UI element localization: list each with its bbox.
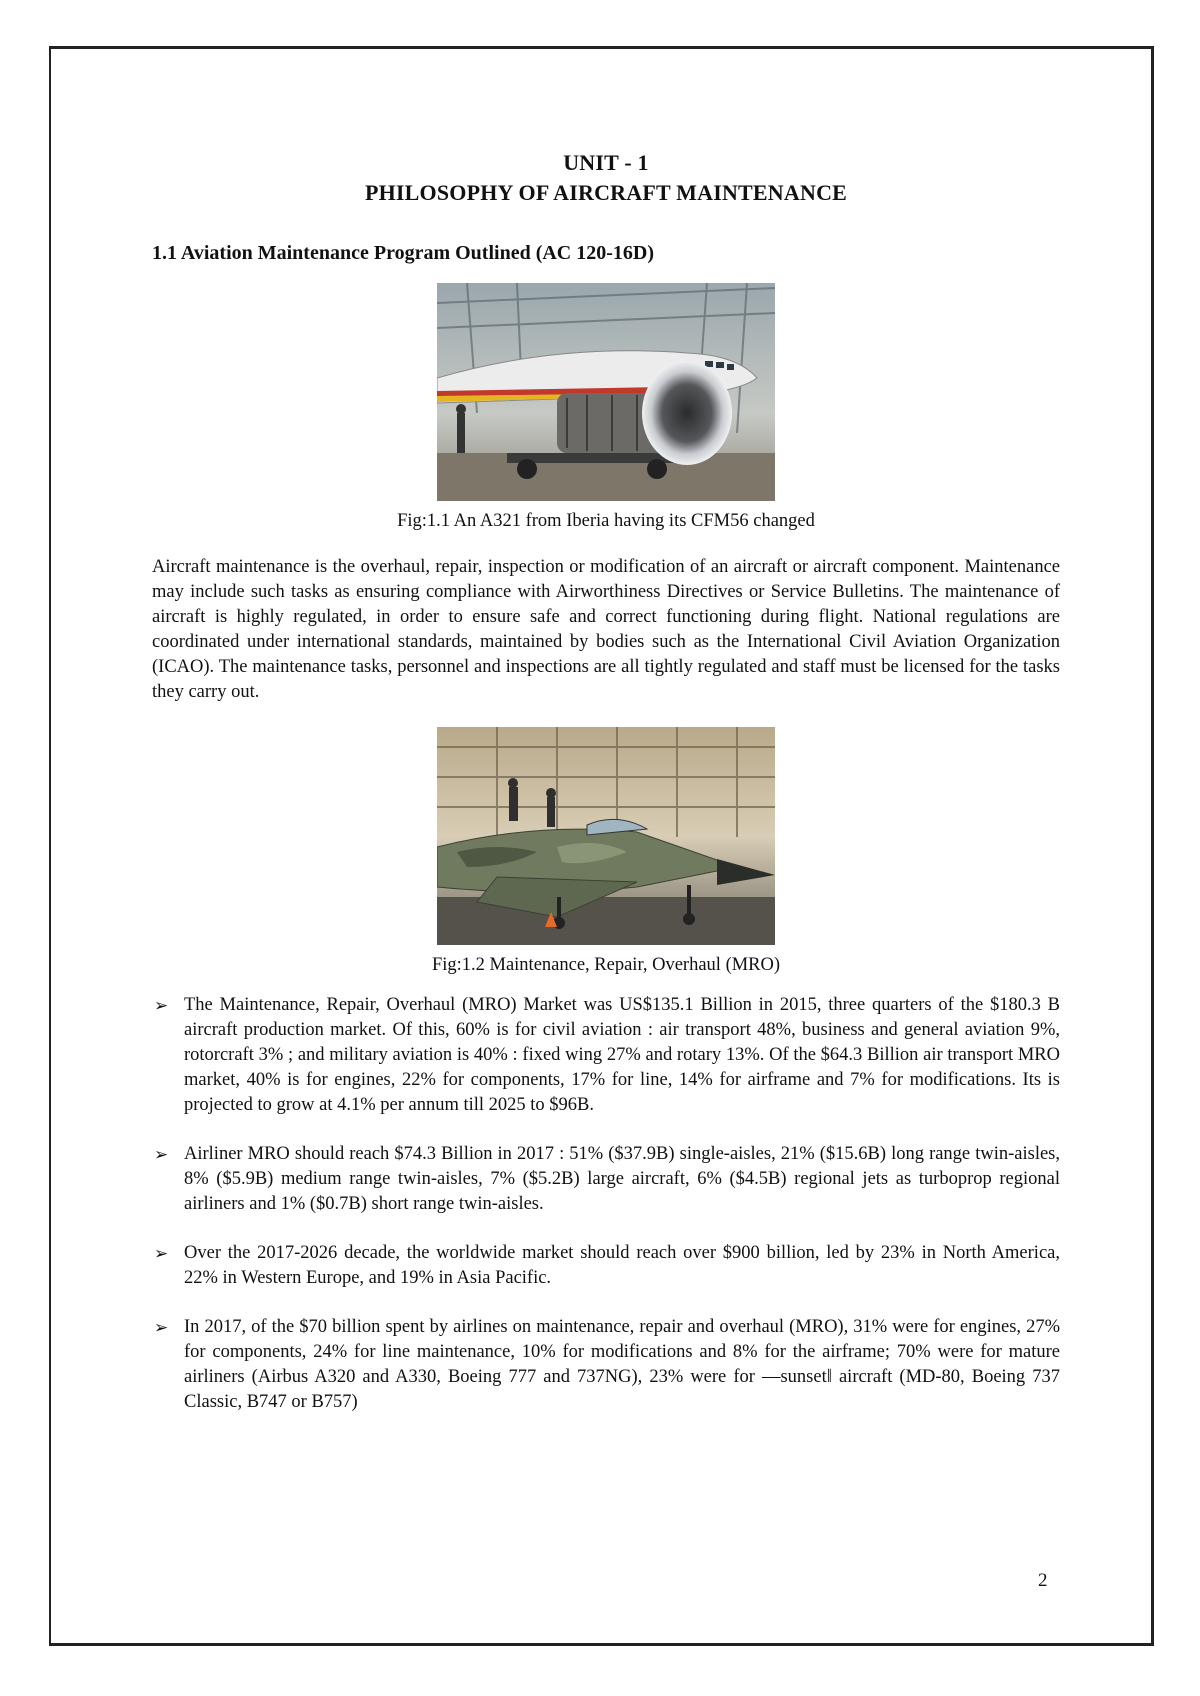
unit-label: UNIT - 1: [563, 150, 649, 175]
section-heading: 1.1 Aviation Maintenance Program Outlined (AC 120-16D): [152, 242, 655, 264]
arrow-bullet-icon: ➢: [154, 996, 169, 1015]
figure-1-1-photo: [437, 283, 775, 501]
bullet-text: Over the 2017-2026 decade, the worldwide market should reach over $900 billion, led by 23% in North America, 22% in Western Europe, and 19% in Asia Pacific.: [184, 1243, 1060, 1288]
arrow-bullet-icon: ➢: [154, 1318, 169, 1337]
arrow-bullet-icon: ➢: [154, 1145, 169, 1164]
arrow-bullet-icon: ➢: [154, 1244, 169, 1263]
bullet-text: The Maintenance, Repair, Overhaul (MRO) Market was US$135.1 Billion in 2015, three quarters of the $180.3 B aircraft production market. Of this, 60% is for civil aviation : air transport 48%, business and general aviation 9%, rotorcraft 3% ; and military aviation is 40% : fixed wing 27% and rotary 13%. Of the $64.3 Billion air transport MRO market, 40% is for engines, 22% for components, 17% for line, 14% for airframe and 7% for modifications. Its is projected to grow at 4.1% per annum till 2025 to $96B.: [184, 995, 1060, 1115]
page-number: 2: [1038, 1570, 1048, 1591]
list-item: [152, 1142, 1060, 1217]
figure-1-2-photo: [437, 727, 775, 945]
figure-1-2: [152, 727, 1060, 977]
figure-1-1-caption: Fig:1.1 An A321 from Iberia having its CFM56 changed: [397, 511, 815, 531]
list-item: [152, 1315, 1060, 1415]
bullet-text: In 2017, of the $70 billion spent by airlines on maintenance, repair and overhaul (MRO), 31% were for engines, 27% for components, 24% for line maintenance, 10% for modifications and 8% for the airframe; 70% were for mature airliners (Airbus A320 and A330, Boeing 777 and 737NG), 23% were for ―sunset‖ aircraft (MD-80, Boeing 737 Classic, B747 or B757): [184, 1317, 1060, 1412]
list-item: [152, 993, 1060, 1118]
document-body: [152, 148, 1060, 1439]
list-item: [152, 1241, 1060, 1291]
figure-1-1: [152, 283, 1060, 533]
bullet-list: [152, 993, 1060, 1415]
bullet-text: Airliner MRO should reach $74.3 Billion in 2017 : 51% ($37.9B) single-aisles, 21% ($15.6B) long range twin-aisles, 8% ($5.9B) medium range twin-aisles, 7% ($5.2B) large aircraft, 6% ($4.5B) regional jets as turboprop regional airliners and 1% ($0.7B) short range twin-aisles.: [184, 1144, 1060, 1214]
body-paragraph: Aircraft maintenance is the overhaul, repair, inspection or modification of an aircraft or aircraft component. Maintenance may include such tasks as ensuring compliance with Airworthiness Directives or Service Bulletins. The maintenance of aircraft is highly regulated, in order to ensure safe and correct functioning during flight. National regulations are coordinated under international standards, maintained by bodies such as the International Civil Aviation Organization (ICAO). The maintenance tasks, personnel and inspections are all tightly regulated and staff must be licensed for the tasks they carry out.: [152, 557, 1060, 702]
document-title: PHILOSOPHY OF AIRCRAFT MAINTENANCE: [364, 180, 848, 205]
figure-1-2-caption: Fig:1.2 Maintenance, Repair, Overhaul (MRO): [431, 955, 781, 975]
